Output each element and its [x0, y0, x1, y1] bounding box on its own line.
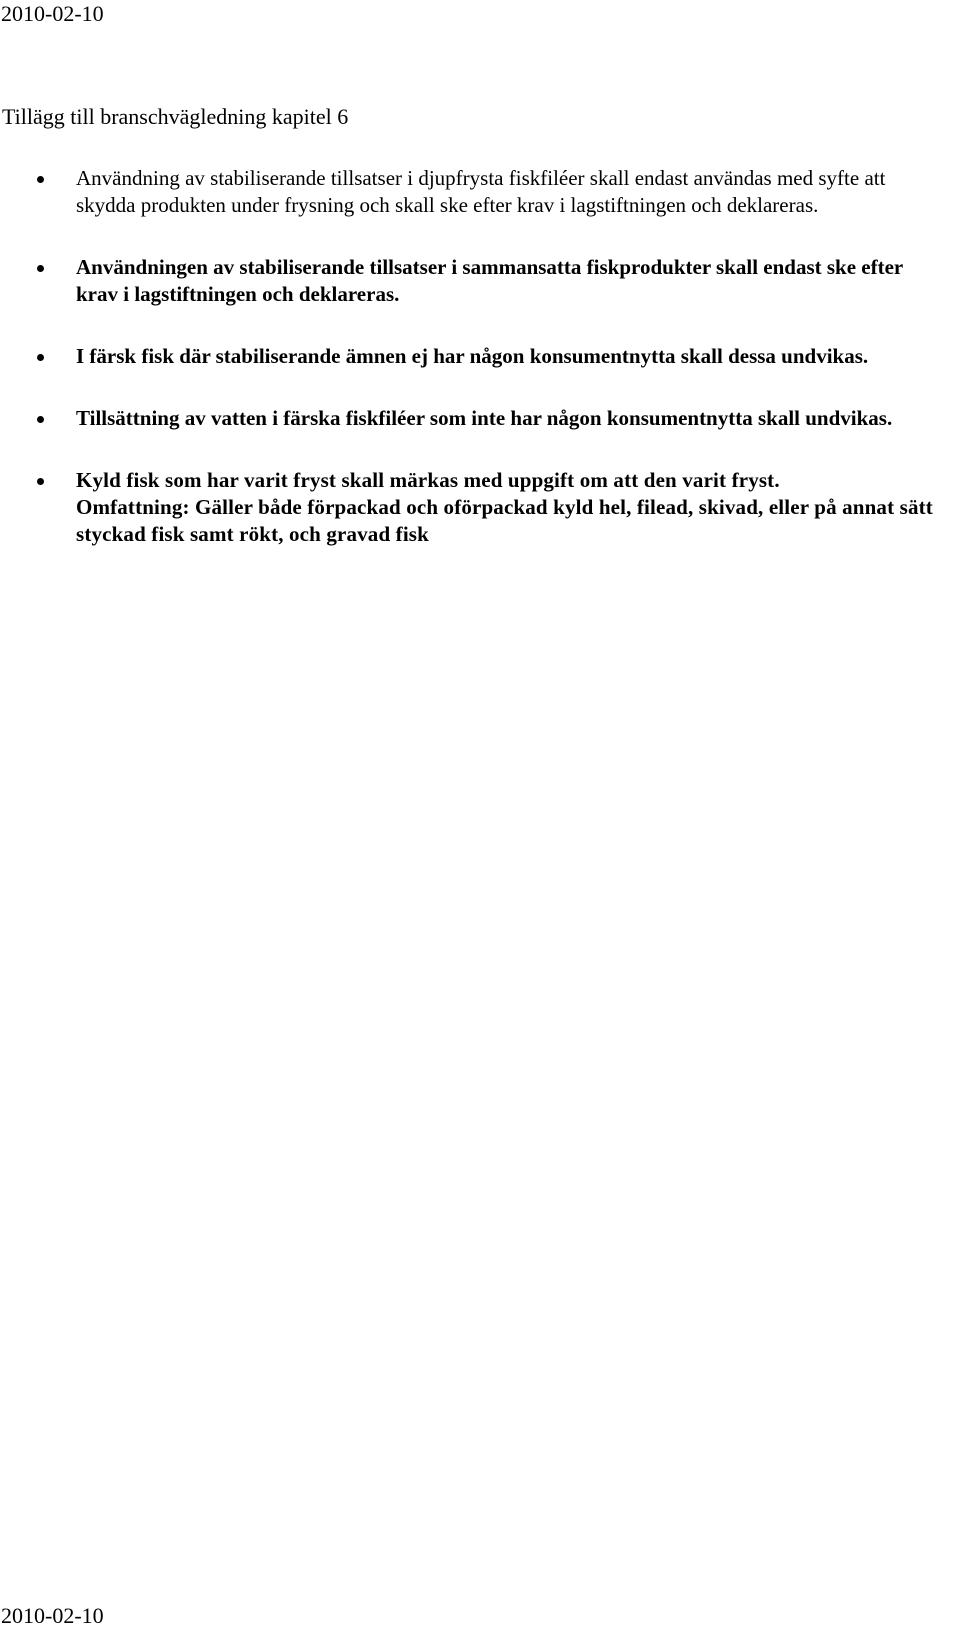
- list-item: [0, 405, 940, 432]
- list-item-text: Användning av stabiliserande tillsatser i djupfrysta fiskfiléer skall endast användas med syfte att skydda produkten under frysning och skall ske efter krav i lagstiftningen och deklareras.: [76, 166, 886, 217]
- header-date: 2010-02-10: [1, 1, 104, 26]
- bullet-icon: [37, 478, 44, 485]
- list-item-text: Kyld fisk som har varit fryst skall märkas med uppgift om att den varit fryst.: [76, 468, 780, 492]
- bullet-icon: [37, 354, 44, 361]
- bullet-icon: [37, 176, 44, 183]
- list-item-text: Användningen av stabiliserande tillsatser i sammansatta fiskprodukter skall endast ske efter krav i lagstiftningen och deklareras.: [76, 255, 903, 306]
- list-item: [0, 467, 940, 548]
- document-title: Tillägg till branschvägledning kapitel 6: [2, 104, 349, 129]
- list-item-text: Tillsättning av vatten i färska fiskfiléer som inte har någon konsumentnytta skall undvikas.: [76, 406, 893, 430]
- scope-text: Omfattning: Gäller både förpackad och oförpackad kyld hel, filead, skivad, eller på annat sätt styckad fisk samt rökt, och gravad fisk: [76, 495, 933, 546]
- guideline-list: [0, 165, 940, 583]
- list-item: [0, 343, 940, 370]
- bullet-icon: [37, 416, 44, 423]
- list-item-text: I färsk fisk där stabiliserande ämnen ej har någon konsumentnytta skall dessa undvikas.: [76, 344, 869, 368]
- list-item: [0, 165, 940, 219]
- bullet-icon: [37, 265, 44, 272]
- list-item: [0, 254, 940, 308]
- footer-date: 2010-02-10: [1, 1603, 104, 1628]
